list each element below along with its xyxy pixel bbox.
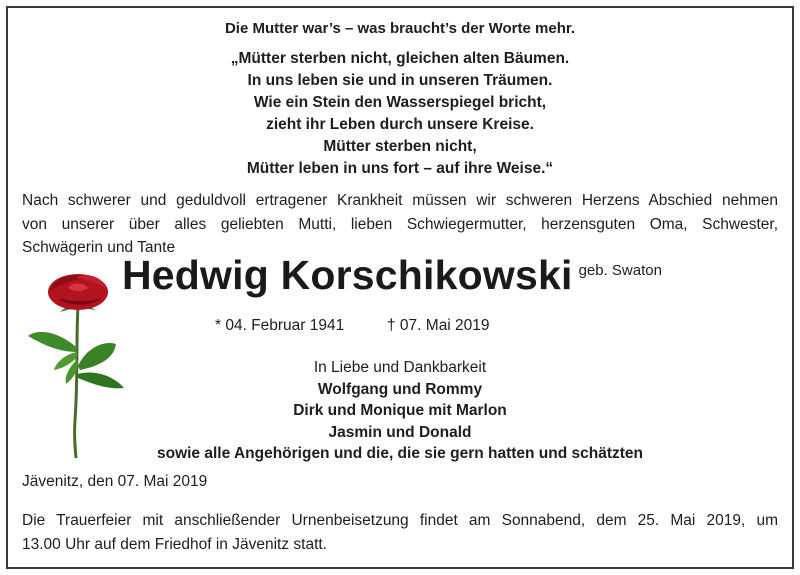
poem-line: Mütter sterben nicht,: [323, 138, 477, 155]
poem-line: „Mütter sterben nicht, gleichen alten Bäumen.: [230, 50, 570, 67]
mourners: [0, 357, 800, 465]
birth-date: * 04. Februar 1941: [215, 317, 345, 334]
intro-line: von unserer über alles geliebten Mutti, lieben Schwiegermutter, herzensguten Oma, Schwester,: [22, 215, 778, 233]
intro-line: Schwägerin und Tante: [22, 239, 176, 256]
rose-leaf: [28, 332, 77, 352]
deceased-name: Hedwig Korschikowski: [122, 252, 573, 298]
poem-line: In uns leben sie und in unseren Träumen.: [247, 72, 553, 89]
funeral-line: 13.00 Uhr auf dem Friedhof in Jävenitz statt.: [22, 535, 327, 553]
birth-name: geb. Swaton: [578, 262, 662, 279]
intro-paragraph: [22, 189, 778, 260]
mourner-name: Wolfgang und Rommy: [317, 380, 483, 398]
deceased-name-row: [122, 252, 662, 299]
mourners-intro: In Liebe und Dankbarkeit: [313, 359, 487, 376]
epigraph-heading: Die Mutter war’s – was braucht’s der Worte mehr.: [224, 20, 576, 37]
place-date: Jävenitz, den 07. Mai 2019: [22, 473, 208, 490]
funeral-line: Die Trauerfeier mit anschließender Urnenbeisetzung findet am Sonnabend, dem 25. Mai 2019, um: [22, 512, 778, 529]
funeral-notice: [22, 509, 778, 556]
mourner-name: Dirk und Monique mit Marlon: [293, 402, 507, 419]
mourner-name: sowie alle Angehörigen und die, die sie gern hatten und schätzten: [156, 445, 644, 462]
poem-line: zieht ihr Leben durch unsere Kreise.: [266, 116, 534, 133]
mourner-name: Jasmin und Donald: [328, 423, 472, 441]
death-date: † 07. Mai 2019: [387, 317, 490, 334]
intro-line: Nach schwerer und geduldvoll ertragener Krankheit müssen wir schweren Herzens Abschied nehmen: [22, 192, 778, 209]
poem-line: Wie ein Stein den Wasserspiegel bricht,: [253, 94, 547, 111]
poem: [0, 48, 800, 180]
poem-line: Mütter leben in uns fort – auf ihre Weise.“: [246, 160, 554, 177]
